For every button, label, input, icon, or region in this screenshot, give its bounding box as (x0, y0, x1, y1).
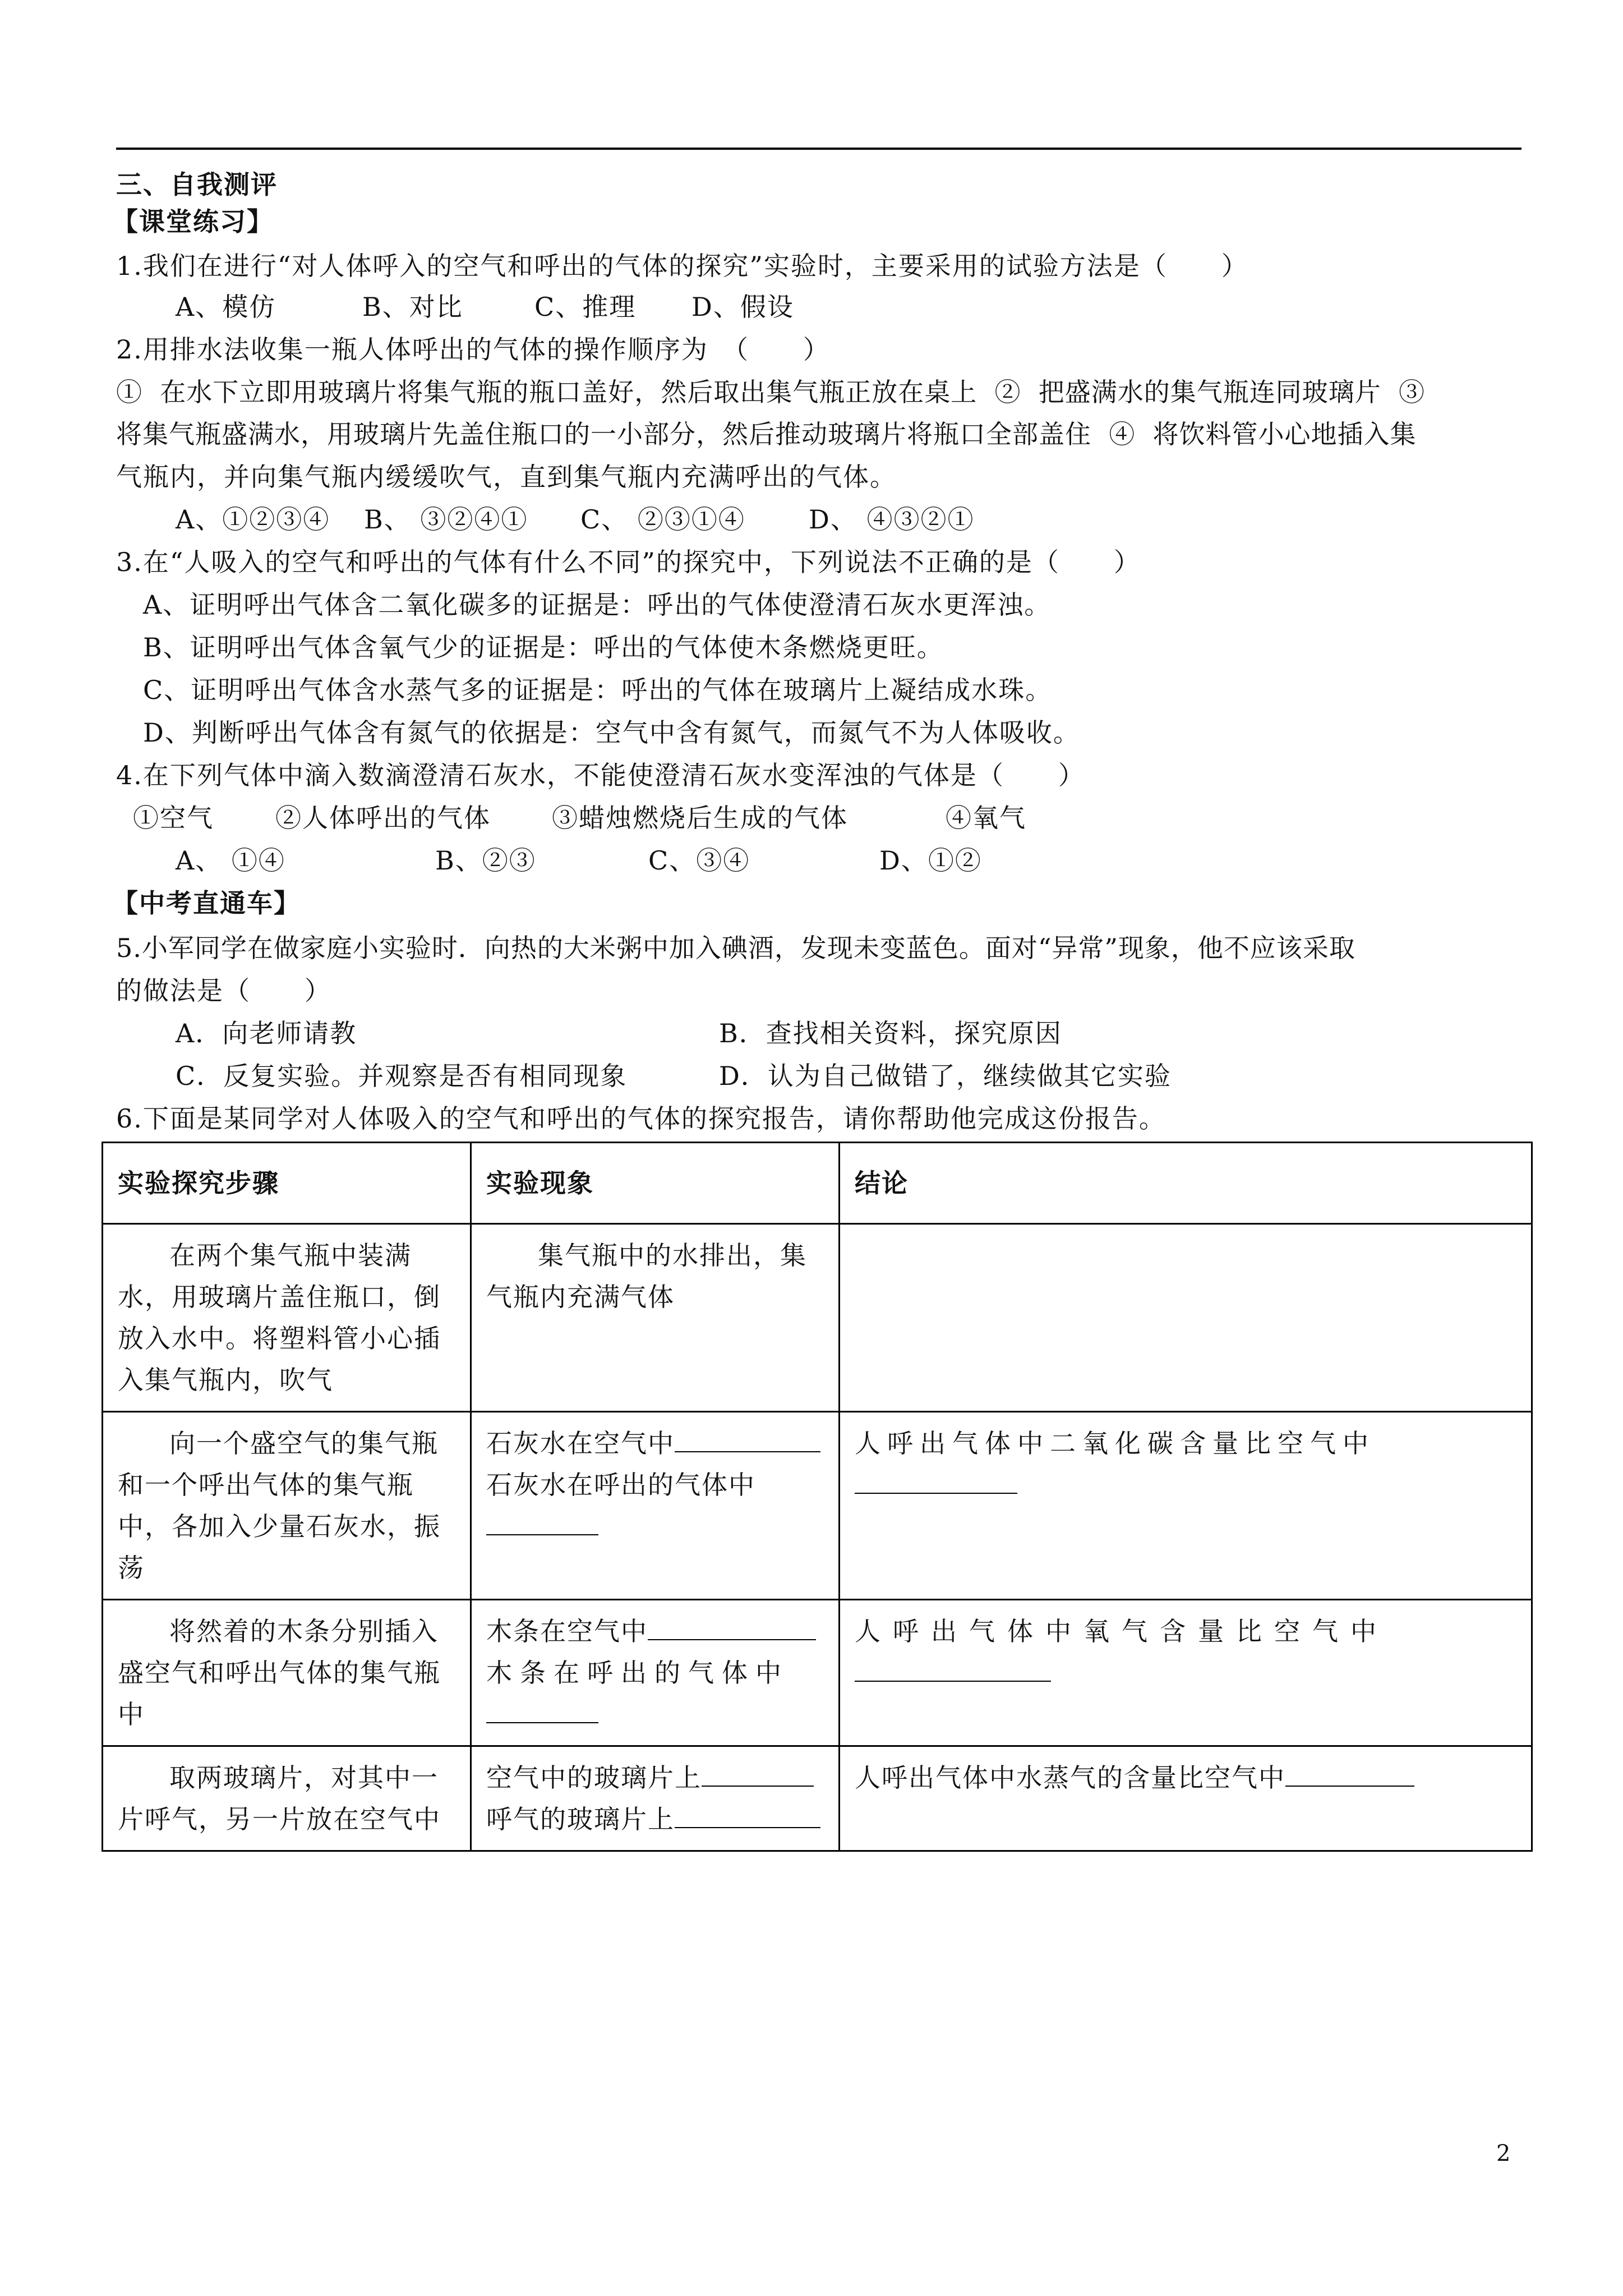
q4-option-b: B、②③ (435, 845, 536, 876)
q2-body-line: ① 在水下立即用玻璃片将集气瓶的瓶口盖好，然后取出集气瓶正放在桌上 ② 把盛满水的集气瓶连同玻璃片 ③ (116, 377, 1425, 407)
q1-option-d: D、假设 (691, 292, 794, 322)
class-practice-heading: 【课堂练习】 (112, 206, 274, 237)
q3-option-c: C、证明呼出气体含水蒸气多的证据是：呼出的气体在玻璃片上凝结成水珠。 (143, 675, 1053, 705)
q2-option-a: A、①②③④ (176, 504, 330, 535)
q4-item-3: ③蜡烛燃烧后生成的气体 (552, 803, 848, 833)
phenomenon-cell (471, 1412, 840, 1600)
q3-option-d: D、判断呼出气体含有氮气的依据是：空气中含有氮气，而氮气不为人体吸收。 (143, 717, 1080, 748)
q3-stem: 3.在“人吸入的空气和呼出的气体有什么不同”的探究中，下列说法不正确的是（ ） (116, 547, 1141, 577)
phenomenon-cell: 集气瓶中的水排出，集气瓶内充满气体 (471, 1224, 840, 1412)
phenomenon-text: 空气中的玻璃片上 (486, 1763, 702, 1793)
header-conclusion: 结论 (840, 1143, 1532, 1224)
table-row (103, 1412, 1532, 1600)
q2-stem: 2.用排水法收集一瓶人体呼出的气体的操作顺序为 （ ） (116, 334, 830, 365)
conclusion-cell (840, 1746, 1532, 1851)
q2-option-d: D、 ④③②① (809, 504, 975, 535)
header-step: 实验探究步骤 (103, 1143, 471, 1224)
q2-options (176, 501, 1073, 538)
q4-item-1: ①空气 (133, 803, 214, 833)
q1-option-b: B、对比 (362, 292, 463, 322)
answer-blank[interactable] (1285, 1786, 1414, 1787)
answer-blank[interactable] (648, 1639, 816, 1640)
q4-option-c: C、③④ (648, 845, 750, 876)
q4-stem: 4.在下列气体中滴入数滴澄清石灰水，不能使澄清石灰水变浑浊的气体是（ ） (116, 760, 1085, 790)
table-row (103, 1600, 1532, 1746)
phenomenon-text: 木条在呼出的气体中 (486, 1658, 789, 1688)
header-rule (116, 148, 1521, 150)
answer-blank[interactable] (675, 1827, 820, 1828)
q3-option-a: A、证明呼出气体含二氧化碳多的证据是：呼出的气体使澄清石灰水更浑浊。 (143, 590, 1052, 620)
step-cell: 向一个盛空气的集气瓶和一个呼出气体的集气瓶中，各加入少量石灰水，振荡 (103, 1412, 471, 1600)
q1-option-a: A、模仿 (176, 292, 276, 322)
conclusion-cell (840, 1224, 1532, 1412)
page-number: 2 (1496, 2141, 1511, 2166)
answer-blank[interactable] (855, 1493, 1017, 1494)
q4-items (133, 799, 1086, 836)
step-cell: 在两个集气瓶中装满水，用玻璃片盖住瓶口，倒放入水中。将塑料管小心插入集气瓶内，吹气 (103, 1224, 471, 1412)
exam-heading: 【中考直通车】 (112, 888, 301, 918)
answer-blank[interactable] (675, 1451, 820, 1452)
q2-option-c: C、 ②③①④ (580, 504, 745, 535)
answer-blank[interactable] (486, 1722, 598, 1723)
report-table (102, 1142, 1533, 1852)
q4-item-4: ④氧气 (946, 803, 1026, 833)
phenomenon-cell (471, 1600, 840, 1746)
q5-option-b: B．查找相关资料，探究原因 (719, 1018, 1062, 1048)
q4-option-a: A、 ①④ (176, 845, 285, 876)
conclusion-text: 人呼出气体中氧气含量比空气中 (855, 1616, 1389, 1646)
conclusion-text: 人呼出气体中水蒸气的含量比空气中 (855, 1763, 1285, 1793)
q1-options (176, 288, 961, 325)
q1-option-c: C、推理 (534, 292, 637, 322)
answer-blank[interactable] (855, 1681, 1051, 1682)
table-row (103, 1746, 1532, 1851)
phenomenon-text: 呼气的玻璃片上 (486, 1804, 675, 1834)
q2-body-line: 将集气瓶盛满水，用玻璃片先盖住瓶口的一小部分，然后推动玻璃片将瓶口全部盖住 ④ 将饮料管小心地插入集 (116, 419, 1417, 449)
phenomenon-text: 石灰水在空气中 (486, 1428, 675, 1458)
conclusion-cell (840, 1600, 1532, 1746)
q4-options (176, 842, 1129, 879)
phenomenon-text: 木条在空气中 (486, 1616, 648, 1646)
q5-option-c: C．反复实验。并观察是否有相同现象 (176, 1061, 628, 1091)
step-cell: 将然着的木条分别插入盛空气和呼出气体的集气瓶中 (103, 1600, 471, 1746)
q3-option-b: B、证明呼出气体含氧气少的证据是：呼出的气体使木条燃烧更旺。 (143, 632, 944, 662)
table-row (103, 1224, 1532, 1412)
step-cell: 取两玻璃片，对其中一片呼气，另一片放在空气中 (103, 1746, 471, 1851)
conclusion-cell (840, 1412, 1532, 1600)
q5-stem-line2: 的做法是（ ） (116, 976, 331, 1006)
q2-body-line: 气瓶内，并向集气瓶内缓缓吹气，直到集气瓶内充满呼出的气体。 (116, 462, 897, 492)
conclusion-text: 人呼出气体中二氧化碳含量比空气中 (855, 1428, 1375, 1458)
phenomenon-text: 石灰水在呼出的气体中 (486, 1470, 755, 1500)
answer-blank[interactable] (702, 1786, 814, 1787)
q6-stem: 6.下面是某同学对人体吸入的空气和呼出的气体的探究报告，请你帮助他完成这份报告。 (116, 1103, 1166, 1134)
q5-stem-line1: 5.小军同学在做家庭小实验时．向热的大米粥中加入碘酒，发现未变蓝色。面对“异常”现象，他不应该采取 (116, 933, 1355, 963)
table-header-row (103, 1143, 1532, 1224)
q2-option-b: B、 ③②④① (364, 504, 528, 535)
q4-item-2: ②人体呼出的气体 (275, 803, 491, 833)
header-phenomenon: 实验现象 (471, 1143, 840, 1224)
q1-stem: 1.我们在进行“对人体呼入的空气和呼出的气体的探究”实验时，主要采用的试验方法是（ ） (116, 251, 1248, 281)
q5-option-a: A．向老师请教 (176, 1018, 357, 1048)
q4-option-d: D、①② (879, 845, 982, 876)
phenomenon-cell (471, 1746, 840, 1851)
section-title: 三、自我测评 (116, 169, 278, 200)
q5-option-d: D．认为自己做错了，继续做其它实验 (719, 1061, 1172, 1091)
answer-blank[interactable] (486, 1534, 598, 1535)
